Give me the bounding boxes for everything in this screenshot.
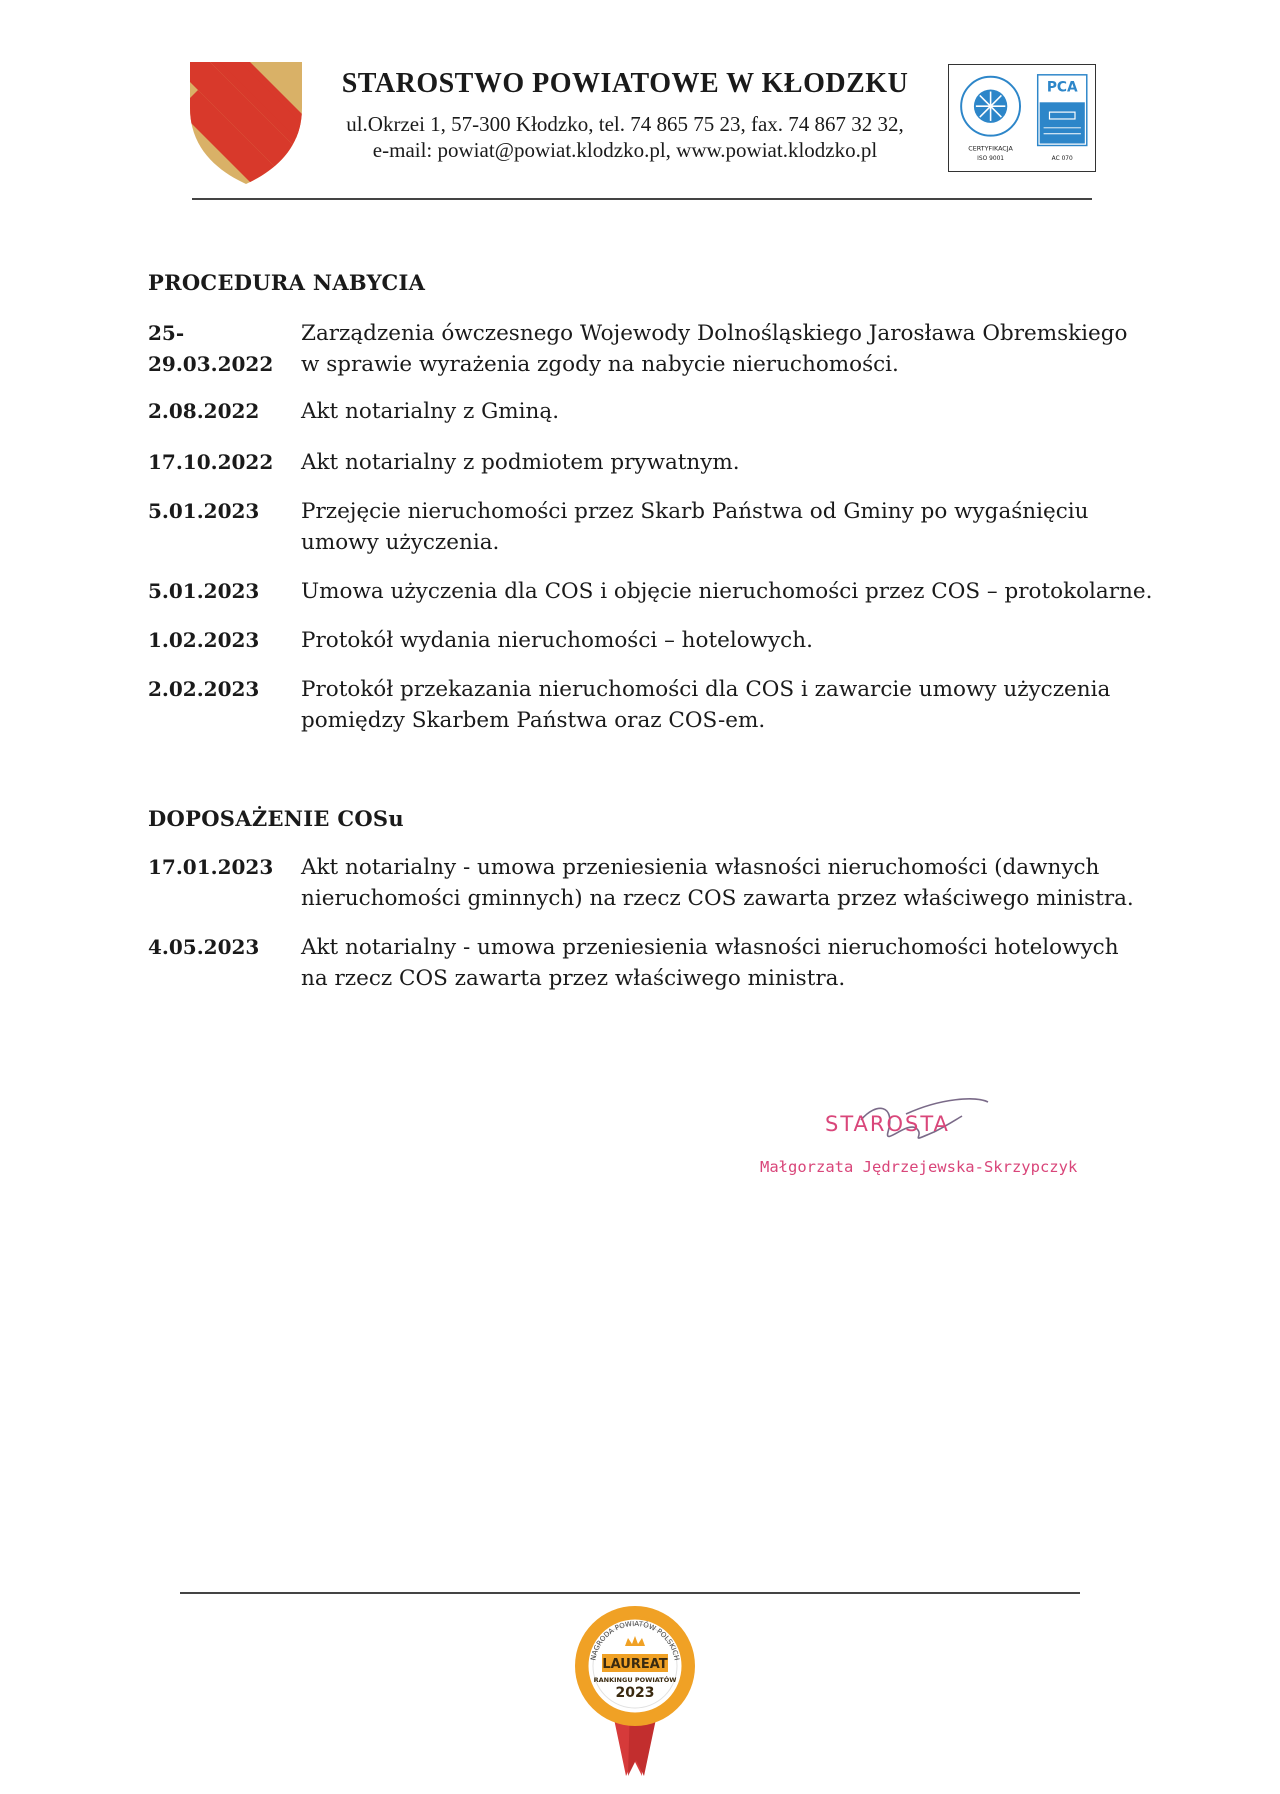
handwritten-signature	[756, 1092, 1056, 1192]
pihz-seal-icon	[961, 77, 1020, 162]
entry-line: Zarządzenia ówczesnego Wojewody Dolnośląskiego Jarosława Obremskiego	[301, 321, 1128, 346]
entry-line: Akt notarialny - umowa przeniesienia własności nieruchomości hotelowych	[301, 935, 1119, 960]
entry-date: 17.10.2022	[148, 450, 274, 474]
header-divider	[192, 198, 1092, 200]
pca-code: AC 070	[1051, 156, 1073, 163]
entry-line: Akt notarialny z Gminą.	[301, 399, 560, 424]
stamp-title: STAROSTA	[825, 1112, 950, 1136]
entry-date: 4.05.2023	[148, 935, 260, 959]
entry-text	[301, 396, 1280, 427]
pca-title: PCA	[1046, 79, 1078, 96]
entry-line: pomiędzy Skarbem Państwa oraz COS-em.	[301, 708, 766, 733]
entry-text	[301, 447, 1280, 478]
cert-iso-code: ISO 9001	[977, 156, 1005, 163]
entry-date: 2.02.2023	[148, 677, 260, 701]
badge-ring-text: NAGRODA POWIATÓW POLSKICH	[589, 1619, 681, 1662]
badge-title: LAUREAT	[602, 1657, 668, 1672]
entry-line: umowy użyczenia.	[301, 530, 500, 555]
entry-text	[301, 318, 1280, 380]
entry-line: Akt notarialny z podmiotem prywatnym.	[301, 450, 740, 475]
entry-date: 25-29.03.2022	[148, 321, 274, 376]
entry-date: 5.01.2023	[148, 579, 260, 603]
address-line: ul.Okrzei 1, 57-300 Kłodzko, tel. 74 865 75 23, fax. 74 867 32 32,	[346, 112, 904, 136]
entry-text	[301, 576, 1280, 607]
entry-text	[301, 852, 1280, 914]
badge-year: 2023	[615, 1685, 655, 1701]
contact-line: e-mail: powiat@powiat.klodzko.pl, www.powiat.klodzko.pl	[372, 138, 878, 162]
entry-date: 1.02.2023	[148, 628, 260, 652]
entry-line: Przejęcie nieruchomości przez Skarb Państwa od Gminy po wygaśnięciu	[301, 499, 1089, 524]
entry-line: na rzecz COS zawarta przez właściwego ministra.	[301, 966, 846, 991]
footer-divider	[180, 1592, 1080, 1594]
entry-line: w sprawie wyrażenia zgody na nabycie nieruchomości.	[301, 352, 899, 377]
pca-logo-icon	[1038, 75, 1087, 162]
entry-text	[301, 932, 1280, 994]
entry-line: Protokół wydania nieruchomości – hotelowych.	[301, 628, 813, 653]
entry-line: Umowa użyczenia dla COS i objęcie nieruchomości przez COS – protokolarne.	[301, 579, 1153, 604]
section-title-procedura: PROCEDURA NABYCIA	[148, 270, 426, 295]
badge-subtitle: RANKINGU POWIATÓW	[593, 1676, 677, 1684]
entry-line: Akt notarialny - umowa przeniesienia własności nieruchomości (dawnych	[301, 855, 1100, 880]
entry-date: 17.01.2023	[148, 855, 274, 879]
entry-date: 5.01.2023	[148, 499, 260, 523]
section-title-doposazenie: DOPOSAŻENIE COSu	[148, 806, 404, 831]
laureate-badge-icon	[570, 1600, 700, 1780]
office-name: STAROSTWO POWIATOWE W KŁODZKU	[341, 68, 909, 99]
stamp-name: Małgorzata Jędrzejewska-Skrzypczyk	[760, 1158, 1078, 1176]
entry-text	[301, 496, 1280, 558]
cert-caption: CERTYFIKACJA	[968, 144, 1013, 153]
certification-logo	[948, 64, 1096, 172]
entry-line: nieruchomości gminnych) na rzecz COS zawarta przez właściwego ministra.	[301, 886, 1134, 911]
entry-text	[301, 674, 1280, 736]
entry-date: 2.08.2022	[148, 399, 260, 423]
coat-of-arms-shield-icon	[188, 60, 304, 186]
entry-text	[301, 625, 1280, 656]
entry-line: Protokół przekazania nieruchomości dla COS i zawarcie umowy użyczenia	[301, 677, 1111, 702]
